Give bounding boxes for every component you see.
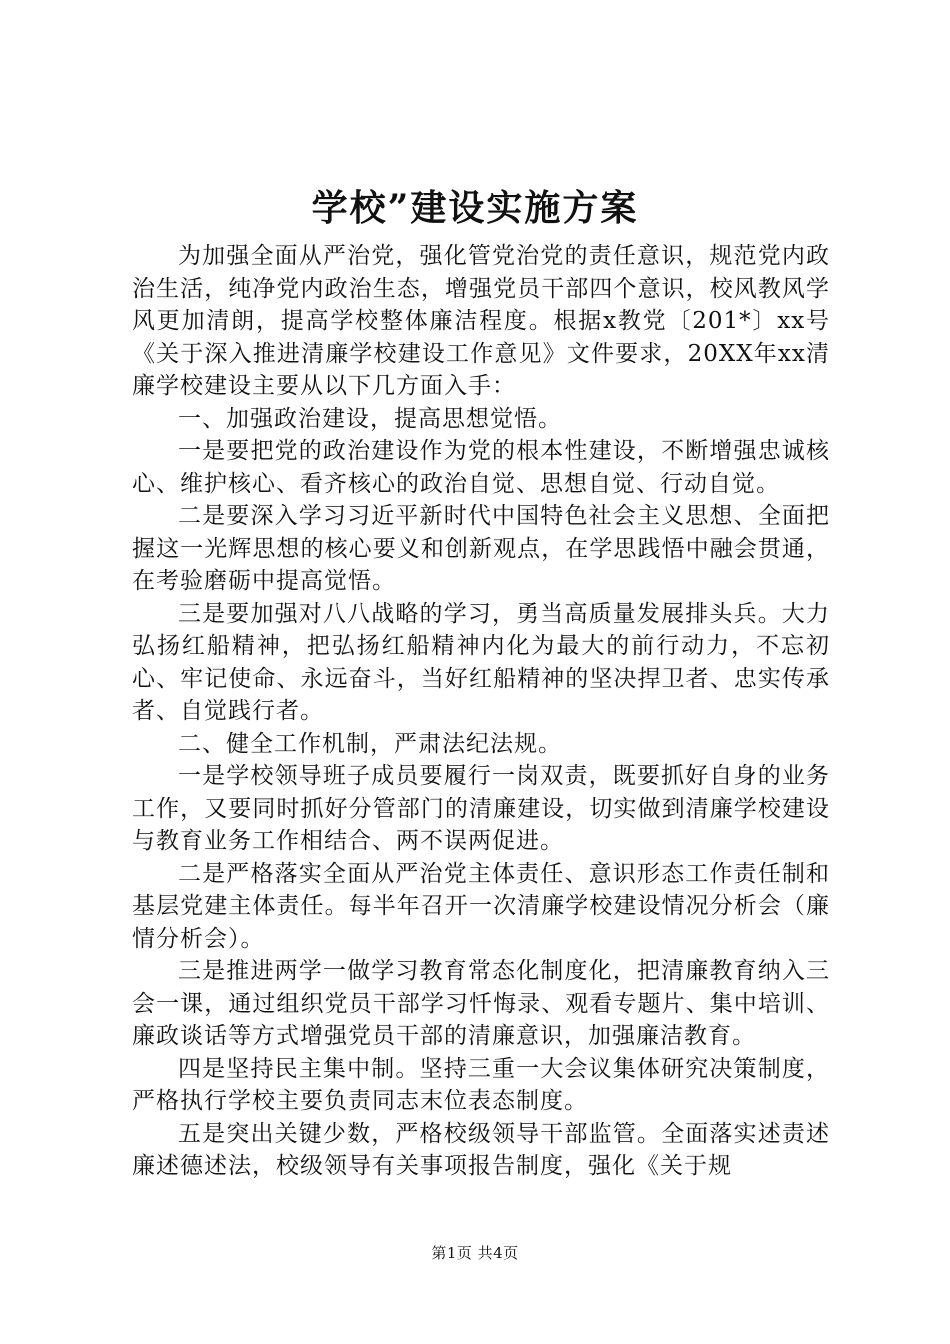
paragraph: 五是突出关键少数，严格校级领导干部监管。全面落实述责述廉述德述法，校级领导有关事项报告制度，强化《关于规 (132, 1120, 830, 1179)
paragraph: 三是推进两学一做学习教育常态化制度化，把清廉教育纳入三会一课，通过组织党员干部学习忏悔录、观看专题片、集中培训、廉政谈话等方式增强党员干部的清廉意识，加强廉洁教育。 (132, 958, 830, 1049)
paragraph: 一是学校领导班子成员要履行一岗双责，既要抓好自身的业务工作，又要同时抓好分管部门的清廉建设，切实做到清廉学校建设与教育业务工作相结合、两不误两促进。 (132, 763, 830, 854)
paragraph: 二是严格落实全面从严治党主体责任、意识形态工作责任制和基层党建主体责任。每半年召开一次清廉学校建设情况分析会（廉情分析会）。 (132, 860, 830, 952)
page-number-footer: 第1页 共4页 (431, 1244, 519, 1262)
paragraph: 二是要深入学习习近平新时代中国特色社会主义思想、全面把握这一光辉思想的核心要义和创新观点，在学思践悟中融会贯通，在考验磨砺中提高觉悟。 (132, 503, 830, 594)
section-heading-1: 一、加强政治建设，提高思想觉悟。 (178, 405, 562, 432)
paragraph: 四是坚持民主集中制。坚持三重一大会议集体研究决策制度，严格执行学校主要负责同志末位表态制度。 (132, 1055, 830, 1114)
document-body (132, 240, 830, 1183)
paragraph: 一是要把党的政治建设作为党的根本性建设，不断增强忠诚核心、维护核心、看齐核心的政治自觉、思想自觉、行动自觉。 (132, 438, 830, 497)
paragraph-intro: 为加强全面从严治党，强化管党治党的责任意识，规范党内政治生活，纯净党内政治生态，增强党员干部四个意识，校风教风学风更加清朗，提高学校整体廉洁程度。根据x教党〔201*〕xx号《关于深入推进清廉学校建设工作意见》文件要求，20XX年xx清廉学校建设主要从以下几方面入手： (132, 243, 830, 399)
section-heading-2: 二、健全工作机制，严肃法纪法规。 (178, 730, 562, 757)
paragraph: 三是要加强对八八战略的学习，勇当高质量发展排头兵。大力弘扬红船精神，把弘扬红船精神内化为最大的前行动力，不忘初心、牢记使命、永远奋斗，当好红船精神的坚决捍卫者、忠实传承者、自觉践行者。 (132, 600, 830, 724)
document-title: 学校”建设实施方案 (311, 187, 639, 229)
